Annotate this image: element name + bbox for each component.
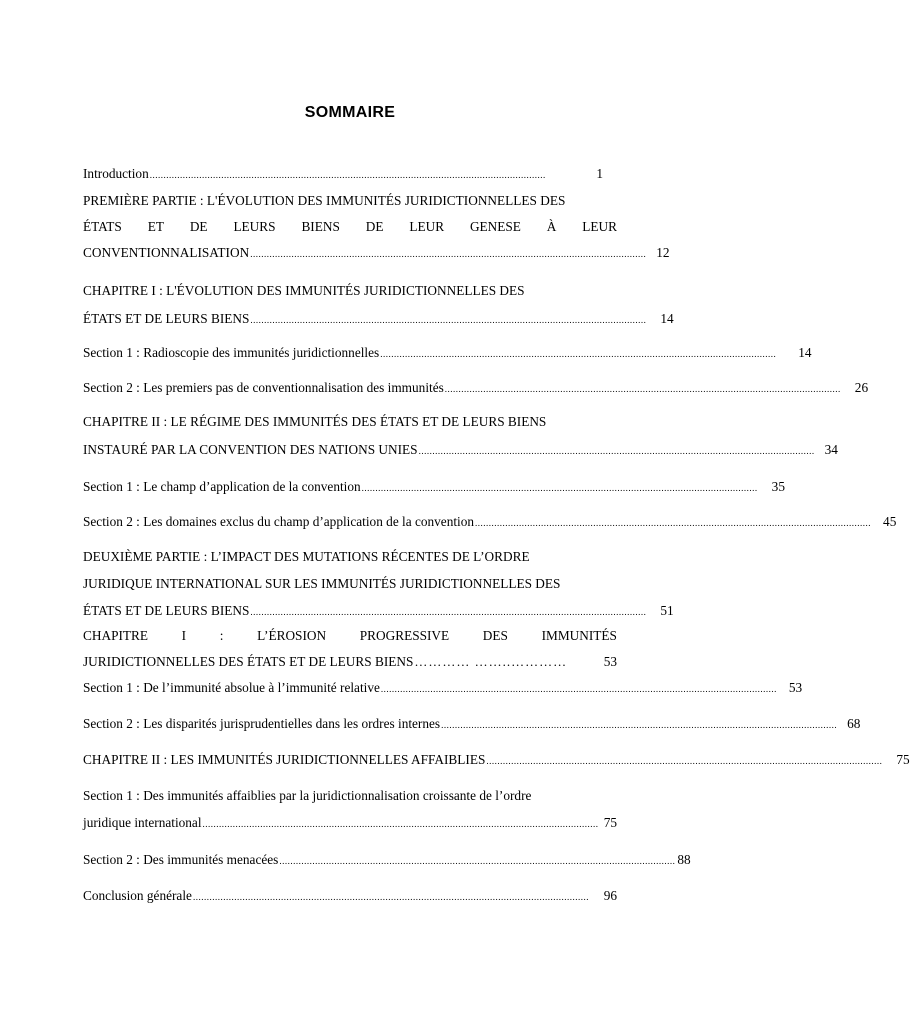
page-title: SOMMAIRE [304,104,396,121]
toc-page-number: 75 [603,815,617,830]
word: IMMUNITÉS [541,628,617,643]
toc-entry-text: ÉTATS ET DE LEURS BIENS [83,311,250,326]
toc-entry-text: Introduction [83,166,149,181]
dot-leader: ................................................................................................................................................ [279,856,676,866]
toc-page-number: 34 [824,442,838,457]
word: ET [147,219,164,234]
toc-entry-introduction [83,166,617,190]
toc-page-number: 75 [896,752,910,767]
toc-entry-deuxieme-partie-line3 [83,603,674,627]
toc-page-number: 1 [596,166,603,181]
toc-entry-text: juridique international [83,815,202,830]
dot-leader: ................................................................................................................................................ [475,518,872,528]
toc-page-number: 35 [771,479,785,494]
toc-entry-text: CHAPITRE I : L'ÉVOLUTION DES IMMUNITÉS JURIDICTIONNELLES DES [83,283,525,298]
toc-page-number: 68 [847,716,861,731]
toc-entry-text: Section 1 : Des immunités affaiblies par la juridictionnalisation croissante de l’ordre [83,788,532,803]
toc-page-number: 96 [603,888,617,903]
toc-entry-section-juridictionnalisation-line1 [83,788,617,812]
word: ÉTATS [83,219,122,234]
dot-leader: ................................................................................................................................................ [486,756,883,766]
toc-entry-premiere-partie-line2 [83,219,617,243]
toc-page-number: 26 [854,380,869,395]
toc-entry-chapitre-1-line2 [83,311,674,335]
dot-leader: ................................................................................................................................................ [202,819,599,829]
toc-entry-chapitre-erosion-line2 [83,654,617,678]
word: DES [482,628,508,643]
dot-leader: ................................................................................................................................................ [250,607,647,617]
toc-entry-section-premiers-pas [83,380,869,404]
toc-entry-text: CHAPITRE II : LE RÉGIME DES IMMUNITÉS DES ÉTATS ET DE LEURS BIENS [83,414,547,429]
toc-entry-chapitre-erosion-line1 [83,628,617,652]
toc-entry-text: Section 2 : Les disparités jurisprudentielles dans les ordres internes [83,716,441,731]
toc-entry-text: Section 2 : Les premiers pas de conventionnalisation des immunités [83,380,444,395]
dot-leader: ................................................................................................................................................ [418,446,815,456]
dot-leader: ................................................................................................................................................ [380,349,777,359]
dot-leader: ................................................................................................................................................ [441,720,838,730]
toc-page-number: 53 [788,680,803,695]
word: I [181,628,187,643]
toc-entry-section-domaines-exclus [83,514,897,538]
toc-page-number: 45 [883,514,897,529]
toc-entry-conclusion [83,888,617,912]
word: LEURS [233,219,276,234]
toc-entry-premiere-partie-line3 [83,245,670,269]
toc-entry-chapitre-2-line2 [83,442,838,466]
toc-entry-deuxieme-partie-line2 [83,576,617,600]
toc-page-number: 12 [656,245,670,260]
toc-page-number: 14 [660,311,674,326]
toc-entry-text: JURIDIQUE INTERNATIONAL SUR LES IMMUNITÉS JURIDICTIONNELLES DES [83,576,561,591]
word: CHAPITRE [83,628,149,643]
toc-entry-text: Conclusion générale [83,888,192,903]
word: LEUR [582,219,617,234]
dot-leader: ................................................................................................................................................ [250,249,647,259]
dot-leader: ................................................................................................................................................ [250,315,647,325]
toc-entry-section-juridictionnalisation-line2 [83,815,617,839]
toc-entry-section-champ [83,479,785,503]
dot-leader: ................................................................................................................................................ [444,384,841,394]
word: : [219,628,224,643]
toc-entry-section-disparites [83,716,861,740]
toc-entry-text: JURIDICTIONNELLES DES ÉTATS ET DE LEURS BIENS [83,654,414,669]
toc-entry-text: CONVENTIONNALISATION [83,245,250,260]
word: L’ÉROSION [257,628,327,643]
toc-entry-chapitre-affaiblies [83,752,910,776]
toc-entry-section-immunite-absolue [83,680,803,704]
toc-entry-text: Section 1 : Le champ d’application de la convention [83,479,361,494]
toc-page-number: 88 [677,852,691,867]
word: À [546,219,557,234]
toc-page-number: 53 [603,654,617,669]
toc-entry-text: Section 2 : Les domaines exclus du champ d’application de la convention [83,514,475,529]
toc-entry-text: Section 1 : Radioscopie des immunités juridictionnelles [83,345,380,360]
dot-leader: ................................................................................................................................................ [380,684,777,694]
toc-entry-text: INSTAURÉ PAR LA CONVENTION DES NATIONS UNIES [83,442,418,457]
dot-leader: ………… ……..………… [414,654,568,669]
toc-entry-text: Section 1 : De l’immunité absolue à l’immunité relative [83,680,380,695]
toc-page-number: 14 [798,345,812,360]
word: BIENS [301,219,340,234]
word: GENESE [469,219,521,234]
toc-entry-section-menacees [83,852,691,876]
toc-entry-chapitre-1-line1 [83,283,617,307]
toc-page-number: 51 [660,603,674,618]
word: PROGRESSIVE [359,628,450,643]
toc-entry-text: CHAPITRE II : LES IMMUNITÉS JURIDICTIONNELLES AFFAIBLIES [83,752,486,767]
toc-entry-premiere-partie-line1 [83,193,617,217]
toc-entry-text: DEUXIÈME PARTIE : L’IMPACT DES MUTATIONS RÉCENTES DE L’ORDRE [83,549,530,564]
toc-entry-chapitre-2-line1 [83,414,617,438]
word: DE [189,219,208,234]
dot-leader: ................................................................................................................................................ [361,483,758,493]
toc-entry-text: PREMIÈRE PARTIE : L'ÉVOLUTION DES IMMUNITÉS JURIDICTIONNELLES DES [83,193,566,208]
dot-leader: ................................................................................................................................................ [149,170,546,180]
word: DE [365,219,384,234]
toc-entry-deuxieme-partie-line1 [83,549,617,573]
word: LEUR [409,219,445,234]
toc-entry-text: Section 2 : Des immunités menacées [83,852,279,867]
toc-entry-text: ÉTATS ET DE LEURS BIENS [83,603,250,618]
dot-leader: ................................................................................................................................................ [192,892,589,902]
toc-entry-section-radioscopie [83,345,812,369]
